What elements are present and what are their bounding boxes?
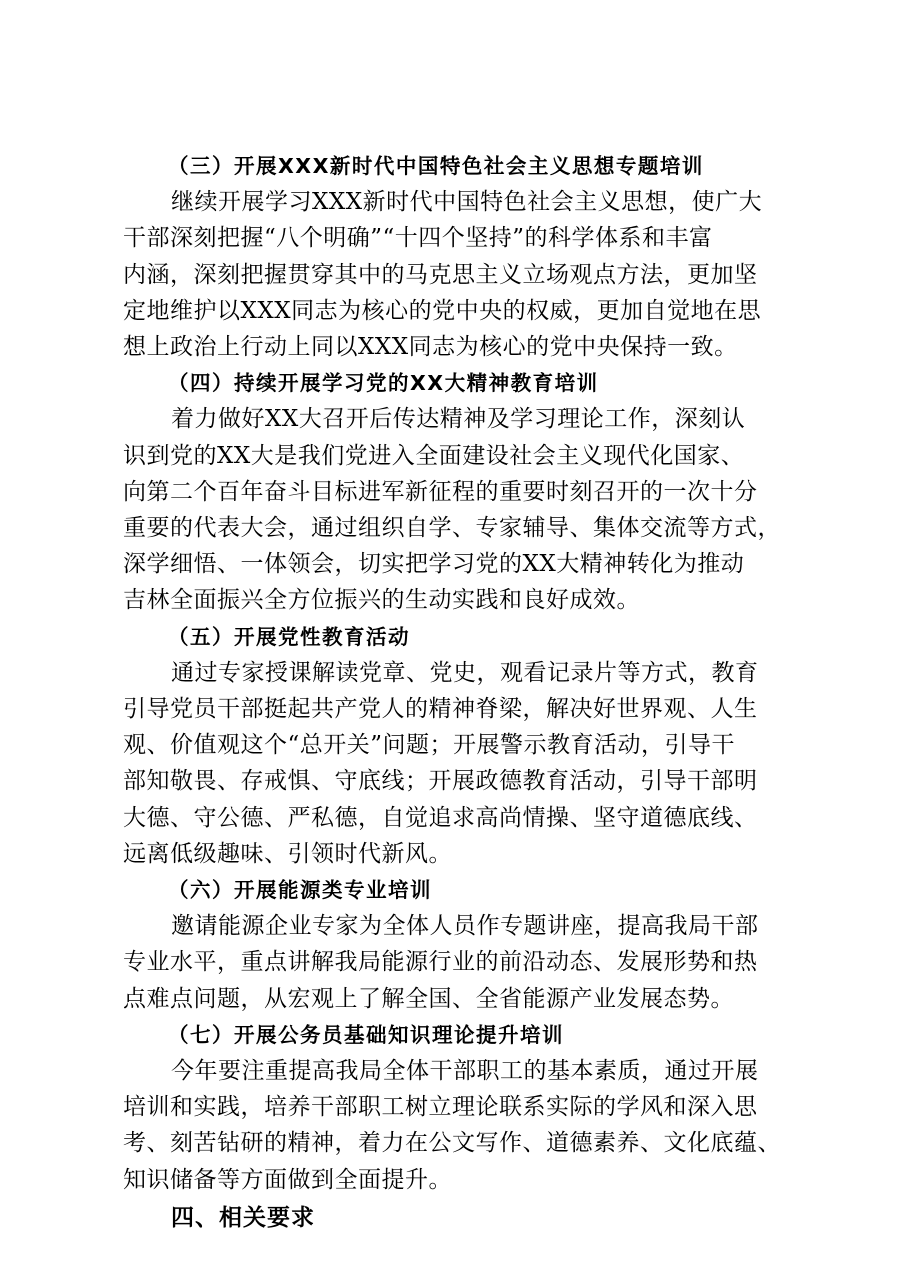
paragraph-line: 知识储备等方面做到全面提升。	[123, 1166, 452, 1193]
paragraph-line: 定地维护以XXX同志为核心的党中央的权威，更加自觉地在思	[123, 297, 762, 324]
paragraph-line: 考、刻苦钻研的精神，着力在公文写作、道德素养、文化底蕴、	[123, 1130, 781, 1157]
paragraph-line: 想上政治上行动上同以XXX同志为核心的党中央保持一致。	[123, 334, 738, 361]
paragraph-line: 点难点问题，从宏观上了解全国、全省能源产业发展态势。	[123, 985, 734, 1012]
paragraph-line: 向第二个百年奋斗目标进军新征程的重要时刻召开的一次十分	[123, 478, 758, 505]
section-heading-4: （四）持续开展学习党的XX大精神教育培训	[168, 371, 599, 396]
paragraph-line: 内涵，深刻把握贯穿其中的马克思主义立场观点方法，更加坚	[123, 261, 758, 288]
paragraph-line: 今年要注重提高我局全体干部职工的基本素质，通过开展	[171, 1058, 759, 1085]
paragraph-line: 通过专家授课解读党章、党史，观看记录片等方式，教育	[171, 659, 759, 686]
section-heading-3: （三）开展XXX新时代中国特色社会主义思想专题培训	[168, 154, 704, 178]
paragraph-line: 着力做好XX大召开后传达精神及学习理论工作，深刻认	[171, 406, 746, 433]
paragraph-line: 深学细悟、一体领会，切实把学习党的XX大精神转化为推动	[123, 551, 745, 578]
paragraph-line: 继续开展学习XXX新时代中国特色社会主义思想，使广大	[171, 189, 763, 216]
paragraph-line: 观、价值观这个“总开关”问题；开展警示教育活动，引导干	[123, 732, 736, 759]
paragraph-line: 培训和实践，培养干部职工树立理论联系实际的学风和深入思	[123, 1094, 758, 1121]
paragraph-line: 邀请能源企业专家为全体人员作专题讲座，提高我局干部	[171, 913, 759, 940]
paragraph-line: 吉林全面振兴全方位振兴的生动实践和良好成效。	[123, 587, 640, 614]
paragraph-line: 引导党员干部挺起共产党人的精神脊梁，解决好世界观、人生	[123, 696, 758, 723]
paragraph-line: 重要的代表大会，通过组织自学、专家辅导、集体交流等方式，	[123, 515, 781, 542]
paragraph-line: 专业水平，重点讲解我局能源行业的前沿动态、发展形势和热	[123, 949, 758, 976]
section-heading-7: （七）开展公务员基础知识理论提升培训	[168, 1022, 564, 1047]
section-heading-5: （五）开展党性教育活动	[168, 624, 410, 649]
part-heading-requirements: 四、相关要求	[171, 1204, 315, 1231]
paragraph-line: 识到党的XX大是我们党进入全面建设社会主义现代化国家、	[123, 442, 745, 469]
paragraph-line: 干部深刻把握“八个明确”“十四个坚持”的科学体系和丰富	[123, 225, 713, 252]
paragraph-line: 远离低级趣味、引领时代新风。	[123, 840, 452, 867]
paragraph-line: 部知敬畏、存戒惧、守底线；开展政德教育活动，引导干部明	[123, 768, 758, 795]
section-heading-6: （六）开展能源类专业培训	[168, 878, 432, 903]
paragraph-line: 大德、守公德、严私德，自觉追求高尚情操、坚守道德底线、	[123, 804, 758, 831]
document-body	[123, 148, 803, 1236]
